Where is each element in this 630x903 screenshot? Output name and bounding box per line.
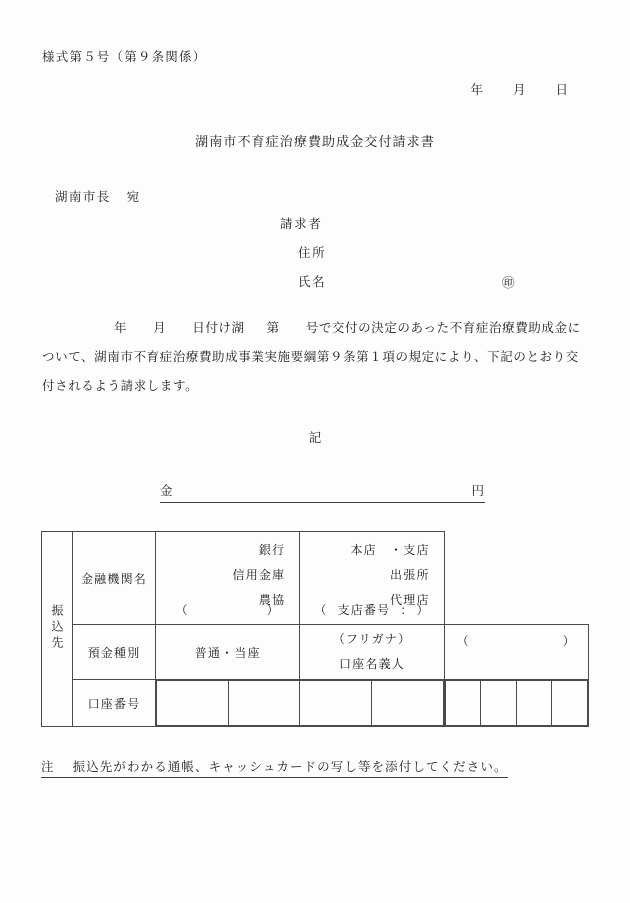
branch-name-cell[interactable] [300,532,444,625]
claimant-block [280,214,548,290]
body-day-prefix: 日付け湖 [192,320,245,335]
holder-paren-close: ） [562,634,576,648]
body-line2: ついて、湖南市不育症治療費助成事業実施要綱第９条第１項の規定により、下記のとおり交 [42,349,579,364]
account-digit-box[interactable] [300,681,372,726]
account-digit-box[interactable] [552,681,588,726]
branch-type-head-or-branch: 本店 ・支店 [350,543,430,557]
amount-unit: 円 [471,483,485,498]
bank-code-field[interactable] [156,601,299,618]
account-holder-input-cell[interactable] [444,625,588,680]
claimant-heading: 請求者 [280,216,323,231]
claimant-name-row [280,272,548,290]
body-line3: 付されるよう請求します。 [42,378,199,393]
account-digit-box[interactable] [481,681,517,726]
branch-number-field[interactable] [314,601,429,618]
branch-type-agency: 代理店 [390,593,430,607]
body-line1-tail: 号で交付の決定のあった不育症治療費助成金に [305,320,581,335]
holder-paren-open: （ [456,634,470,648]
account-digit-box[interactable] [516,681,552,726]
addressee-name: 湖南市長 [55,189,111,204]
bank-type-nokyo: 農協 [258,593,286,607]
body-number-label: 第 [266,320,280,335]
account-digit-box[interactable] [371,681,443,726]
branch-type-sub-office: 出張所 [390,568,430,582]
bank-type-shinkin: 信用金庫 [232,568,286,582]
deposit-type-options[interactable]: 普通・当座 [156,625,300,680]
claimant-address-label: 住所 [298,245,327,260]
institution-name-cell[interactable] [156,532,300,625]
bank-paren-open: （ [175,603,189,617]
seal-icon: ㊞ [502,275,515,290]
footnote-text: 振込先がわかる通帳、キャッシュカードの写し等を添付してください。 [72,759,508,774]
account-digit-box[interactable] [157,681,229,726]
furigana-label: （フリガナ） [332,632,412,646]
branch-paren-open: （ [314,603,328,617]
body-paragraph [42,313,590,400]
form-number: 様式第５号（第９条関係） [42,49,207,64]
table-row-account-number [42,680,589,727]
addressee-honorific: 宛 [126,189,141,204]
body-year: 年 [114,320,128,335]
table-row-institution [42,532,589,625]
branch-paren-close: ） [416,603,430,617]
header-date-month: 月 [512,82,526,97]
bank-paren-close: ） [266,603,280,617]
header-date-day: 日 [555,82,568,97]
claimant-name-label: 氏名 [298,274,327,289]
branch-number-prefix [314,601,413,618]
table-row-deposit-type [42,625,589,680]
footnote [41,757,508,778]
account-holder-label: 口座名義人 [338,657,405,671]
addressee [55,187,141,205]
bank-transfer-table [41,531,589,727]
account-digit-box[interactable] [228,681,300,726]
bank-type-bank: 銀行 [258,543,286,557]
body-month: 月 [153,320,167,335]
header-date-line [470,80,568,98]
account-digit-box[interactable] [445,681,481,726]
branch-number-colon: ： [400,603,414,617]
claimant-address-row [280,243,548,261]
institution-name-label: 金融機関名 [73,532,156,625]
account-holder-furigana-field [457,632,576,649]
document-title: 湖南市不育症治療費助成金交付請求書 [195,135,435,150]
transfer-destination-label: 振込先 [42,532,73,727]
header-date-year: 年 [470,82,483,97]
account-number-label: 口座番号 [73,680,156,727]
branch-number-label: 支店番号 [337,603,391,617]
account-number-boxes-left [156,680,445,727]
account-holder-label-cell [300,625,444,680]
deposit-type-label: 預金種別 [73,625,156,680]
ki-marker: 記 [308,430,322,445]
footnote-marker: 注 [41,759,55,774]
amount-label: 金 [160,483,174,498]
account-number-boxes-right [444,680,588,727]
amount-line [160,481,485,503]
